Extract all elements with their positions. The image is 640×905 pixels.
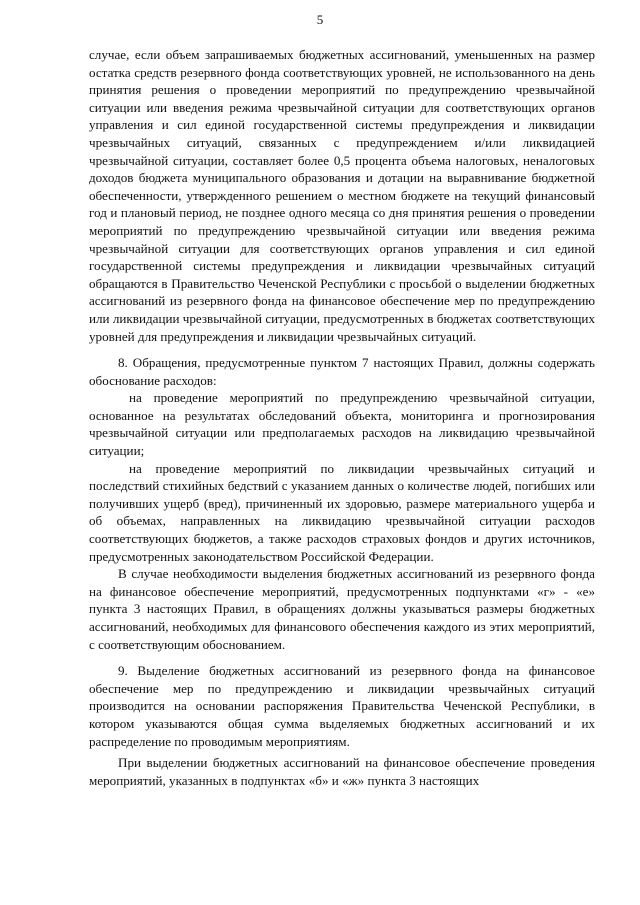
paragraph-item-9: 9. Выделение бюджетных ассигнований из резервного фонда на финансовое обеспечение мер по предупреждению и ликвидации чрезвычайных ситуаций производится на основании распоряжения Правительства Чеченской Республики, в котором указываются общая сумма выделяемых бюджетных ассигнований и их распределение по проводимым мероприятиям. (89, 663, 595, 749)
paragraph-item-8: 8. Обращения, предусмотренные пунктом 7 настоящих Правил, должны содержать обоснование расходов: (89, 355, 595, 388)
paragraph-prevention-costs: на проведение мероприятий по предупреждению чрезвычайной ситуации, основанное на результатах обследований объекта, мониторинга и прогнозирования чрезвычайной ситуации или предполагаемых расходов на ликвидацию чрезвычайной ситуации; (89, 390, 595, 459)
document-body (89, 46, 595, 789)
paragraph-continuation: случае, если объем запрашиваемых бюджетных ассигнований, уменьшенных на размер остатка средств резервного фонда соответствующих уровней, не использованного на день принятия решения о проведении мероприятий по предупреждению чрезвычайной ситуации или введения режима чрезвычайной ситуации для соответствующих органов управления и сил единой государственной системы предупреждения и ликвидации чрезвычайных ситуаций, связанных с предупреждением и/или ликвидацией чрезвычайной ситуации, составляет более 0,5 процента объема налоговых, неналоговых доходов бюджета муниципального образования и дотации на выравнивание бюджетной обеспеченности, утвержденного решением о местном бюджете на текущий финансовый год и плановый период, не позднее одного месяца со дня принятия решения о проведении мероприятий по предупреждению чрезвычайной ситуации или введения режима чрезвычайной ситуации для соответствующих органов управления и сил единой государственной системы предупреждения и ликвидации чрезвычайных ситуаций обращаются в Правительство Чеченской Республики с просьбой о выделении бюджетных ассигнований из резервного фонда на финансовое обеспечение мер по предупреждению или ликвидации чрезвычайной ситуации, предусмотренных в бюджетах соответствующих уровней для предупреждения и ликвидации чрезвычайных ситуаций. (89, 47, 595, 344)
page-number: 5 (316, 12, 324, 27)
paragraph-allocation-measures: При выделении бюджетных ассигнований на финансовое обеспечение проведения мероприятий, указанных в подпунктах «б» и «ж» пункта 3 настоящих (89, 755, 595, 788)
paragraph-liquidation-costs: на проведение мероприятий по ликвидации чрезвычайных ситуаций и последствий стихийных бедствий с указанием данных о количестве людей, погибших или получивших ущерб (вред), причиненный их здоровью, размере материального ущерба и об объемах, направленных на ликвидацию чрезвычайной ситуации расходов соответствующих бюджетов, а также расходов страховых фондов и других источников, предусмотренных законодательством Российской Федерации. (89, 460, 595, 564)
paragraph-allocation-need: В случае необходимости выделения бюджетных ассигнований из резервного фонда на финансовое обеспечение мероприятий, предусмотренных подпунктами «г» - «е» пункта 3 настоящих Правил, в обращениях должны указываться размеры бюджетных ассигнований, необходимых для финансового обеспечения каждого из этих мероприятий, с соответствующим обоснованием. (89, 566, 595, 652)
